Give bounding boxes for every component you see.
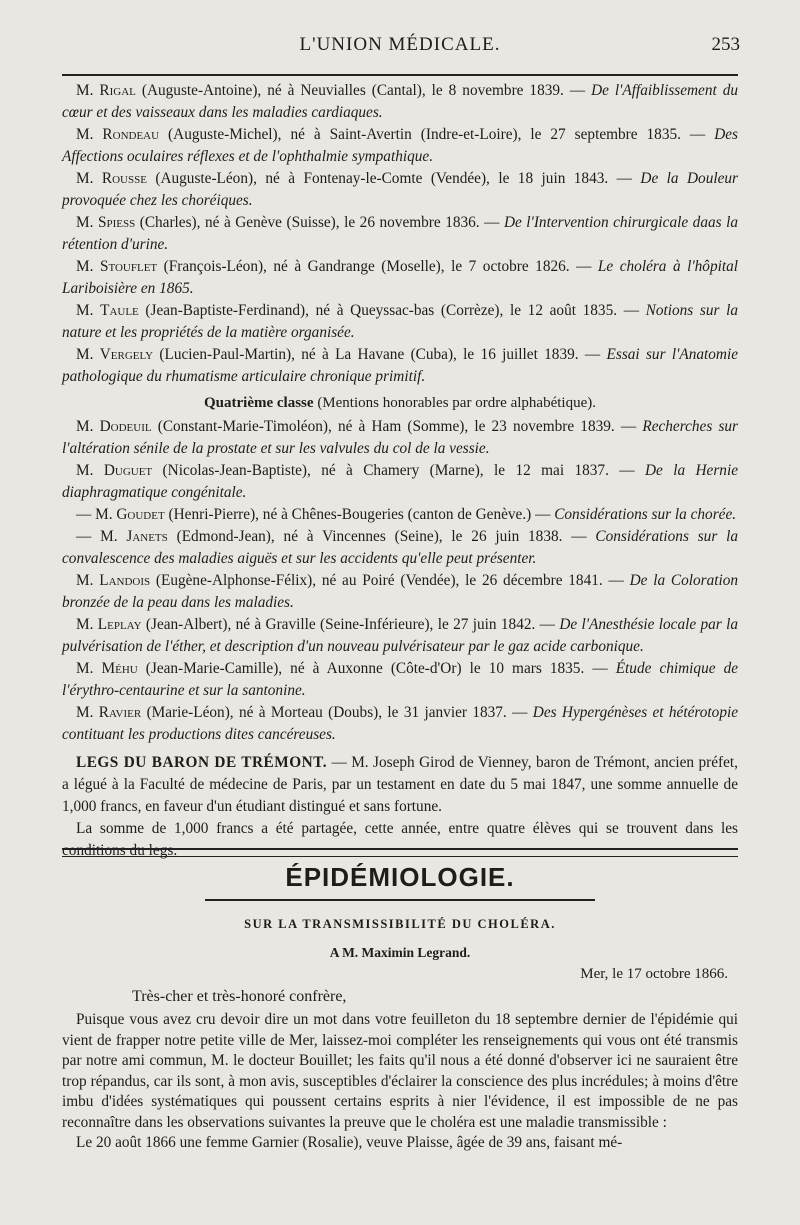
thesis-title: Des Hypergénèses et hétérotopie contituant les productions dites cancéreuses.: [62, 704, 739, 743]
prize-entry: [62, 570, 738, 614]
entry-details: (Jean-Marie-Camille), né à Auxonne (Côte-d'Or) le 10 mars 1835. —: [137, 660, 616, 677]
entry-prefix: M.: [76, 346, 100, 363]
header-rule: [62, 74, 738, 76]
entry-prefix: M.: [76, 616, 98, 633]
running-title: L'UNION MÉDICALE.: [299, 34, 501, 55]
section-note: (Mentions honorables par ordre alphabétique).: [313, 395, 596, 411]
prize-entry: [62, 168, 738, 212]
laureate-name: Janets: [126, 528, 168, 545]
prize-entry: [62, 256, 738, 300]
entry-details: (Edmond-Jean), né à Vincennes (Seine), le 26 juin 1838. —: [167, 528, 596, 545]
laureate-name: Vergely: [99, 346, 154, 363]
thesis-title: Étude chimique de l'érythro-centaurine et sur la santonine.: [62, 660, 739, 699]
letter-addressee: A M. Maximin Legrand.: [329, 945, 471, 960]
entries-third-class: [62, 80, 738, 388]
legacy-paragraph-2: La somme de 1,000 francs a été partagée, cette année, entre quatre élèves qui se trouvent dans les conditions du legs.: [62, 820, 738, 859]
prize-entry: [62, 80, 738, 124]
laureate-name: Rondeau: [102, 126, 160, 143]
entry-details: (Auguste-Antoine), né à Neuvialles (Cantal), le 8 novembre 1839. —: [135, 82, 592, 99]
page-number: 253: [711, 34, 740, 55]
entry-prefix: M.: [76, 572, 100, 589]
entry-details: (Charles), né à Genève (Suisse), le 26 novembre 1836. —: [135, 214, 504, 231]
page-header: [60, 34, 740, 62]
entry-prefix: M.: [76, 462, 104, 479]
section-heading: [62, 392, 738, 414]
laureate-name: Stouflet: [99, 258, 158, 275]
entry-prefix: M.: [76, 302, 101, 319]
letter-paragraph-2: Le 20 août 1866 une femme Garnier (Rosalie), veuve Plaisse, âgée de 39 ans, faisant mé-: [76, 1134, 623, 1151]
laureate-name: Dodeuil: [99, 418, 152, 435]
entry-prefix: M.: [76, 126, 103, 143]
thesis-title: Le choléra à l'hôpital Lariboisière en 1865.: [62, 258, 739, 297]
entry-details: (Henri-Pierre), né à Chênes-Bougeries (canton de Genève.) —: [164, 506, 555, 523]
laureate-name: Ravier: [98, 704, 142, 721]
letter-body: [62, 1010, 738, 1154]
letter-salutation: Très-cher et très-honoré confrère,: [132, 988, 347, 1005]
entry-details: (François-Léon), né à Gandrange (Moselle), le 7 octobre 1826. —: [157, 258, 598, 275]
entry-details: (Constant-Marie-Timoléon), né à Ham (Somme), le 23 novembre 1839. —: [151, 418, 643, 435]
laureate-name: Goudet: [116, 506, 165, 523]
thesis-title: Des Affections oculaires réflexes et de l'ophthalmie sympathique.: [62, 126, 739, 165]
laureate-name: Méhu: [101, 660, 138, 677]
laureate-name: Rousse: [101, 170, 147, 187]
letter-paragraph-1: Puisque vous avez cru devoir dire un mot dans votre feuilleton du 18 septembre dernier de l'épidémie qui vient de frapper notre petite ville de Mer, laissez-moi compléter les renseignements qui vous ont été transmis par notre ami commun, M. le docteur Bouillet; les faits qu'il nous a été donné d'observer ici ne sauraient être trop répandus, car ils sont, à mon avis, susceptibles d'éclairer la conscience des plus incrédules; à moins d'être imbu d'idées systématiques qui poussent certains esprits à nier l'évidence, il est impossible de ne pas reconnaître dans les observations suivantes la preuve que le choléra est une maladie transmissible :: [62, 1011, 738, 1131]
entry-details: (Lucien-Paul-Martin), né à La Havane (Cuba), le 16 juillet 1839. —: [153, 346, 607, 363]
laureate-name: Spiess: [97, 214, 136, 231]
prize-entry: [62, 344, 738, 388]
laureate-name: Taule: [100, 302, 139, 319]
laureate-name: Rigal: [99, 82, 136, 99]
entries-fourth-class: [62, 416, 738, 746]
entry-details: (Jean-Baptiste-Ferdinand), né à Queyssac-bas (Corrèze), le 12 août 1835. —: [138, 302, 646, 319]
prize-entry: [62, 124, 738, 168]
epidemiology-title: ÉPIDÉMIOLOGIE.: [285, 862, 515, 892]
prize-entry: [62, 614, 738, 658]
legacy-paragraph: [62, 752, 738, 818]
entry-details: (Auguste-Michel), né à Saint-Avertin (Indre-et-Loire), le 27 septembre 1835. —: [159, 126, 715, 143]
thesis-title: Considérations sur la convalescence des maladies aiguës et sur les accidents qu'elle peut présenter.: [62, 528, 738, 567]
entry-details: (Eugène-Alphonse-Félix), né au Poiré (Vendée), le 26 décembre 1841. —: [150, 572, 630, 589]
entry-details: (Marie-Léon), né à Morteau (Doubs), le 31 janvier 1837. —: [141, 704, 533, 721]
entry-prefix: — M.: [76, 528, 127, 545]
entry-prefix: M.: [76, 258, 100, 275]
entry-prefix: — M.: [76, 506, 117, 523]
entry-prefix: M.: [76, 418, 100, 435]
entry-prefix: M.: [76, 214, 98, 231]
prize-entry: [62, 460, 738, 504]
entry-prefix: M.: [76, 82, 100, 99]
entry-prefix: M.: [76, 704, 99, 721]
section-divider: [62, 848, 738, 857]
prize-entry: [62, 658, 738, 702]
letter-date: Mer, le 17 octobre 1866.: [580, 966, 728, 982]
prize-entry: [62, 416, 738, 460]
laureate-name: Landois: [99, 572, 151, 589]
thesis-title: Essai sur l'Anatomie pathologique du rhumatisme articulaire chronique primitif.: [62, 346, 738, 385]
title-underline: [205, 899, 595, 901]
prize-entry: [62, 504, 738, 526]
prize-entry: [62, 300, 738, 344]
section-label: Quatrième classe: [204, 395, 314, 411]
thesis-title: De la Douleur provoquée chez les choréiques.: [62, 170, 738, 209]
thesis-title: Recherches sur l'altération sénile de la prostate et sur les valvules du col de la vessie.: [62, 418, 739, 457]
thesis-title: De l'Affaiblissement du cœur et des vaisseaux dans les maladies cardiaques.: [62, 82, 739, 121]
thesis-title: De la Coloration bronzée de la peau dans les maladies.: [62, 572, 739, 611]
prize-entry: [62, 702, 738, 746]
laureate-name: Duguet: [103, 462, 153, 479]
legacy-text: — M. Joseph Girod de Vienney, baron de Trémont, ancien préfet, a légué à la Faculté de médecine de Paris, par un testament en date du 5 mai 1847, une somme annuelle de 1,000 francs, en faveur d'un étudiant distingué et sans fortune.: [62, 754, 738, 815]
entry-details: (Auguste-Léon), né à Fontenay-le-Comte (Vendée), le 18 juin 1843. —: [146, 170, 641, 187]
thesis-title: De la Hernie diaphragmatique congénitale.: [62, 462, 738, 501]
thesis-title: Notions sur la nature et les propriétés de la matière organisée.: [62, 302, 739, 341]
laureate-name: Leplay: [97, 616, 142, 633]
prize-entry: [62, 212, 738, 256]
entry-details: (Nicolas-Jean-Baptiste), né à Chamery (Marne), le 12 mai 1837. —: [152, 462, 645, 479]
prize-entry: [62, 526, 738, 570]
entry-details: (Jean-Albert), né à Graville (Seine-Inférieure), le 27 juin 1842. —: [141, 616, 560, 633]
article-subtitle: SUR LA TRANSMISSIBILITÉ DU CHOLÉRA.: [244, 917, 556, 931]
entry-prefix: M.: [76, 660, 102, 677]
thesis-title: De l'Anesthésie locale par la pulvérisation de l'éther, et description d'un nouveau pulvérisateur par le gaz acide carbonique.: [62, 616, 738, 655]
thesis-title: De l'Intervention chirurgicale daas la rétention d'urine.: [62, 214, 739, 253]
prize-list: [62, 80, 738, 862]
entry-prefix: M.: [76, 170, 102, 187]
legacy-heading: LEGS DU BARON DE TRÉMONT.: [76, 754, 328, 771]
thesis-title: Considérations sur la chorée.: [554, 506, 737, 523]
